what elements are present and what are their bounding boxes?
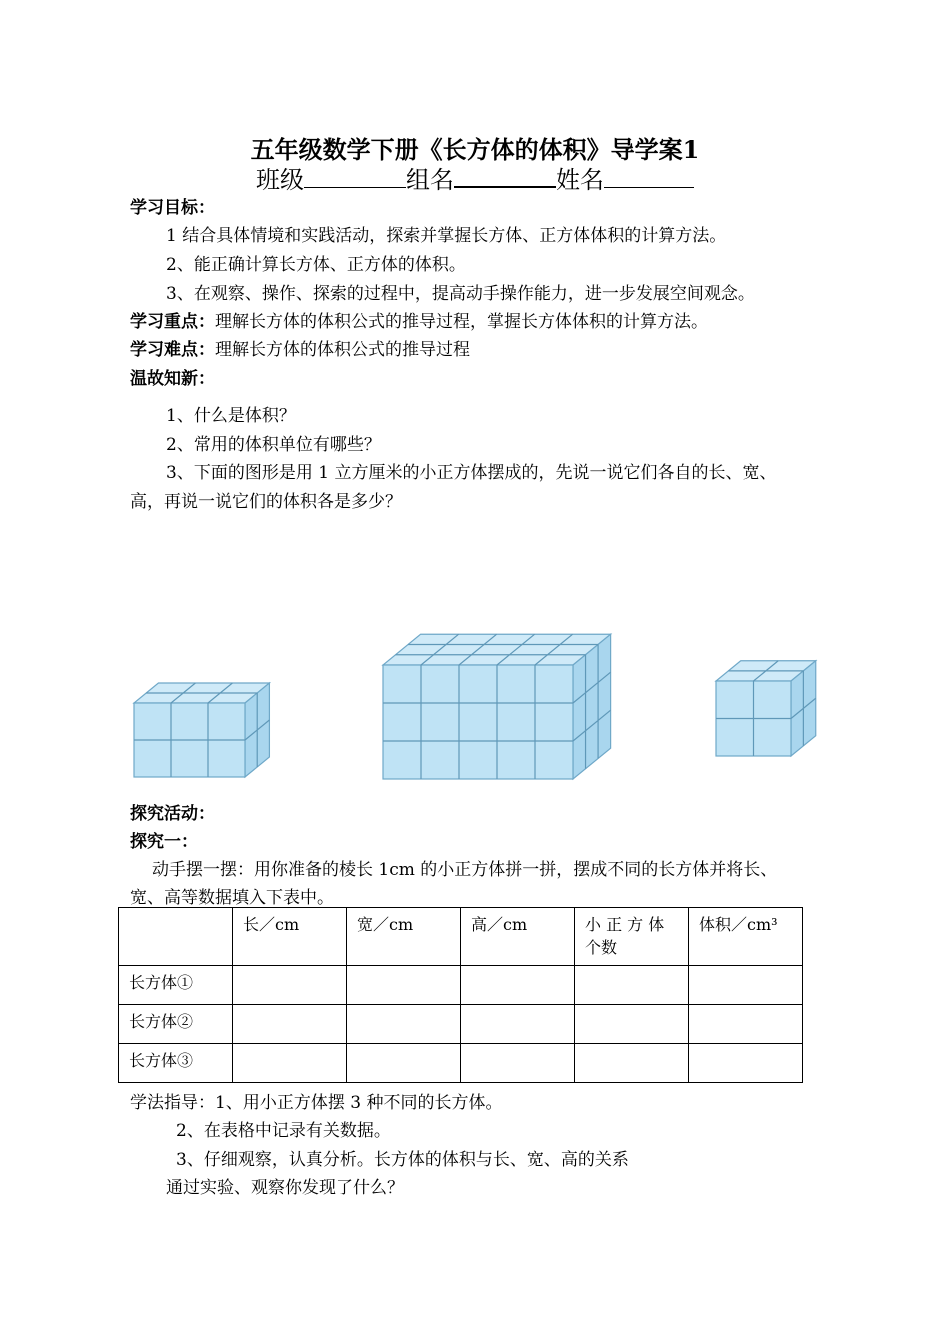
class-blank[interactable] (304, 165, 406, 188)
review-heading: 温故知新： (130, 369, 215, 389)
count-header-line2: 个数 (585, 938, 618, 957)
data-table (118, 907, 803, 1083)
cuboid-3x2x2-figure (134, 683, 269, 777)
table-header-height: 高／cm (461, 908, 575, 966)
goals-heading: 学习目标： (130, 198, 215, 218)
explore-heading: 探究活动： (130, 804, 215, 824)
difficulty-line (130, 335, 470, 360)
explore-line1: 动手摆一摆：用你准备的棱长 1cm 的小正方体拼一拼，摆成不同的长方体并将长、 (152, 860, 778, 880)
review-q3-line1: 3、下面的图形是用 1 立方厘米的小正方体摆成的，先说一说它们各自的长、宽、 (166, 463, 777, 483)
student-info-line (0, 160, 950, 195)
cell[interactable] (689, 1044, 803, 1083)
row-label-1: 长方体① (119, 966, 233, 1005)
table-header-length: 长／cm (233, 908, 347, 966)
name-blank[interactable] (604, 165, 694, 188)
table-row (119, 1044, 803, 1083)
review-q1: 1、什么是体积？ (166, 406, 296, 426)
goal-item-2: 2、能正确计算长方体、正方体的体积。 (166, 255, 466, 275)
goal-item-1: 1 结合具体情境和实践活动，探索并掌握长方体、正方体体积的计算方法。 (166, 226, 727, 246)
cell[interactable] (347, 1044, 461, 1083)
row-label-3: 长方体③ (119, 1044, 233, 1083)
cell[interactable] (689, 966, 803, 1005)
table-header-width: 宽／cm (347, 908, 461, 966)
group-label: 组名 (406, 166, 454, 194)
explore-sub-heading: 探究一： (130, 832, 198, 852)
table-header-empty (119, 908, 233, 966)
table-header-row (119, 908, 803, 966)
cell[interactable] (461, 1005, 575, 1044)
explore-line2: 宽、高等数据填入下表中。 (130, 888, 334, 908)
cell[interactable] (347, 1005, 461, 1044)
difficulty-text: 理解长方体的体积公式的推导过程 (215, 340, 470, 360)
cell[interactable] (461, 966, 575, 1005)
cell[interactable] (233, 1005, 347, 1044)
review-q2: 2、常用的体积单位有哪些？ (166, 435, 381, 455)
focus-text: 理解长方体的体积公式的推导过程，掌握长方体体积的计算方法。 (215, 312, 708, 332)
guide-line1: 学法指导：1、用小正方体摆 3 种不同的长方体。 (130, 1093, 503, 1113)
cube-figures (0, 600, 950, 790)
cell[interactable] (575, 966, 689, 1005)
guide-line3: 3、仔细观察，认真分析。长方体的体积与长、宽、高的关系 (176, 1150, 629, 1170)
goal-item-3: 3、在观察、操作、探索的过程中，提高动手操作能力，进一步发展空间观念。 (166, 284, 755, 304)
cell[interactable] (233, 1044, 347, 1083)
cell[interactable] (575, 1005, 689, 1044)
row-label-2: 长方体② (119, 1005, 233, 1044)
focus-line (130, 307, 708, 332)
table-header-volume: 体积／cm³ (689, 908, 803, 966)
cell[interactable] (233, 966, 347, 1005)
group-blank[interactable] (454, 164, 556, 188)
difficulty-label: 学习难点： (130, 340, 215, 360)
guide-line4: 通过实验、观察你发现了什么？ (166, 1178, 404, 1198)
cell[interactable] (689, 1005, 803, 1044)
cuboid-5x3x3-figure (383, 634, 611, 779)
cell[interactable] (575, 1044, 689, 1083)
cell[interactable] (347, 966, 461, 1005)
name-label: 姓名 (556, 166, 604, 194)
table-row (119, 966, 803, 1005)
table-row (119, 1005, 803, 1044)
cell[interactable] (461, 1044, 575, 1083)
guide-line2: 2、在表格中记录有关数据。 (176, 1121, 391, 1141)
class-label: 班级 (256, 166, 304, 194)
count-header-line1: 小 正 方 体 (585, 915, 665, 934)
table-header-count (575, 908, 689, 966)
focus-label: 学习重点： (130, 312, 215, 332)
page-title: 五年级数学下册《长方体的体积》导学案1 (250, 135, 700, 164)
review-q3-line2: 高，再说一说它们的体积各是多少？ (130, 492, 402, 512)
cube-2x2x2-figure (716, 661, 816, 756)
